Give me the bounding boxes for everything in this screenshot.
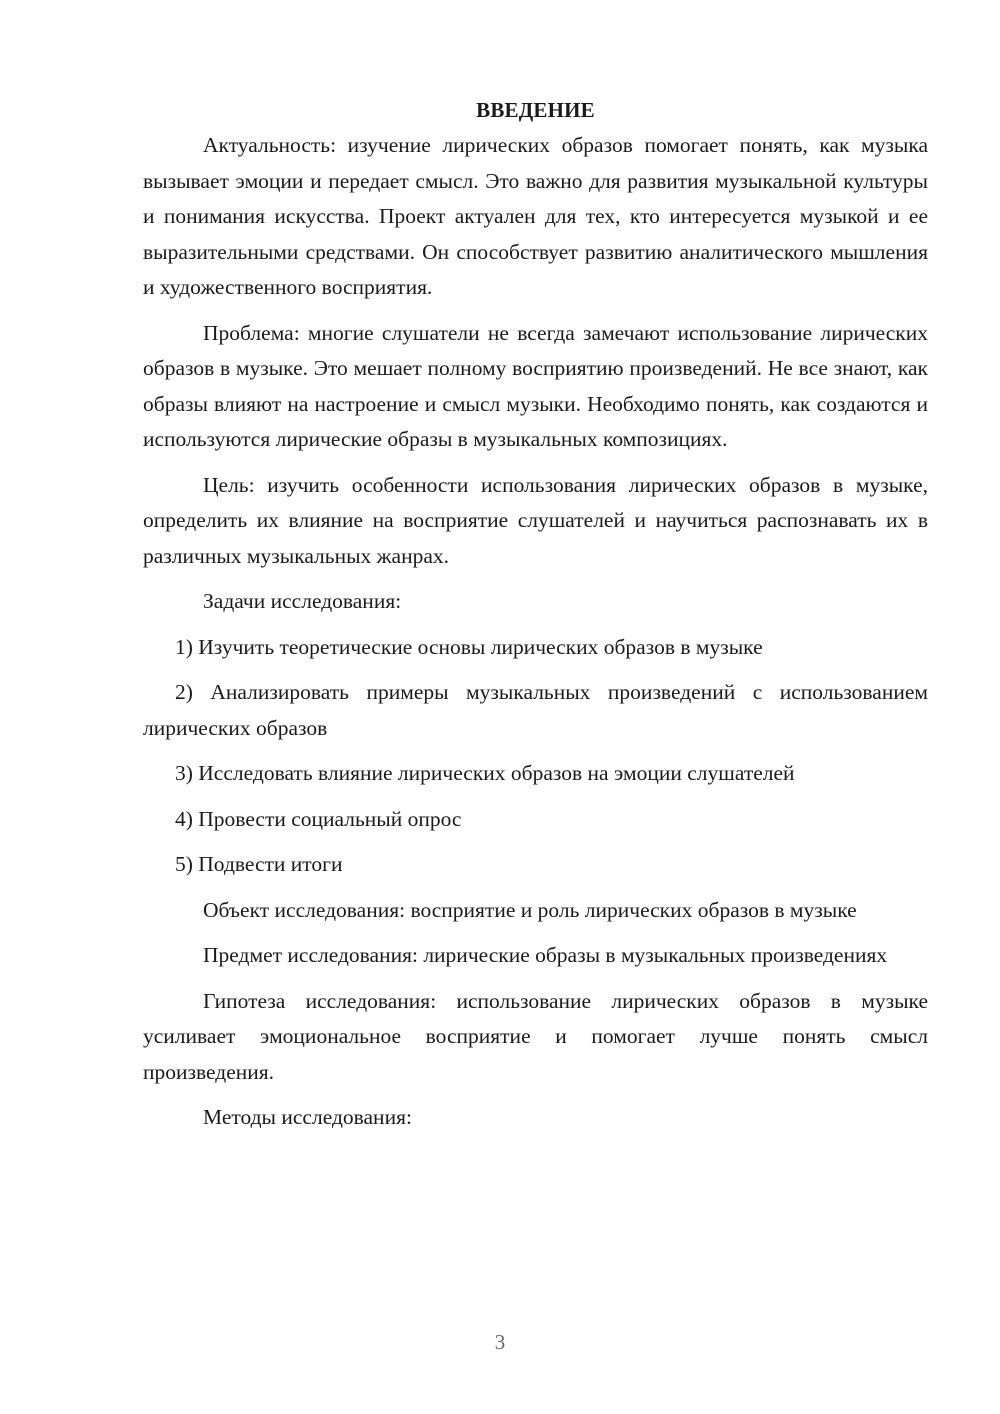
document-page	[143, 92, 928, 1136]
task-item-5: 5) Подвести итоги	[175, 852, 343, 876]
task-item-1: 1) Изучить теоретические основы лирических образов в музыке	[175, 634, 763, 659]
task-item-4: 4) Провести социальный опрос	[175, 806, 462, 831]
section-title: ВВЕДЕНИЕ	[476, 98, 595, 122]
paragraph-problem: Проблема: многие слушатели не всегда замечают использование лирических образов в музыке. Это мешает полному восприятию произведений. Не все знают, как образы влияют на настроение и смысл музыки. Необходимо понять, как создаются и используются лирические образы в музыкальных композициях.	[143, 320, 928, 451]
paragraph-subject: Предмет исследования: лирические образы в музыкальных произведениях	[203, 943, 888, 967]
paragraph-relevance: Актуальность: изучение лирических образов помогает понять, как музыка вызывает эмоции и передает смысл. Это важно для развития музыкальной культуры и понимания искусства. Проект актуален для тех, кто интересуется музыкой и ее выразительными средствами. Он способствует развитию аналитического мышления и художественного восприятия.	[143, 133, 928, 299]
methods-heading: Методы исследования:	[203, 1105, 412, 1129]
paragraph-object: Объект исследования: восприятие и роль лирических образов в музыке	[203, 897, 857, 922]
page-number: 3	[494, 1330, 506, 1354]
tasks-heading: Задачи исследования:	[203, 589, 402, 613]
task-item-3: 3) Исследовать влияние лирических образов на эмоции слушателей	[175, 761, 795, 785]
task-item-2: 2) Анализировать примеры музыкальных произведений с использованием лирических образов	[143, 680, 928, 740]
paragraph-goal: Цель: изучить особенности использования лирических образов в музыке, определить их влияние на восприятие слушателей и научиться распознавать их в различных музыкальных жанрах.	[143, 472, 928, 568]
paragraph-hypothesis: Гипотеза исследования: использование лирических образов в музыке усиливает эмоциональное восприятие и помогает лучше понять смысл произведения.	[143, 988, 928, 1084]
